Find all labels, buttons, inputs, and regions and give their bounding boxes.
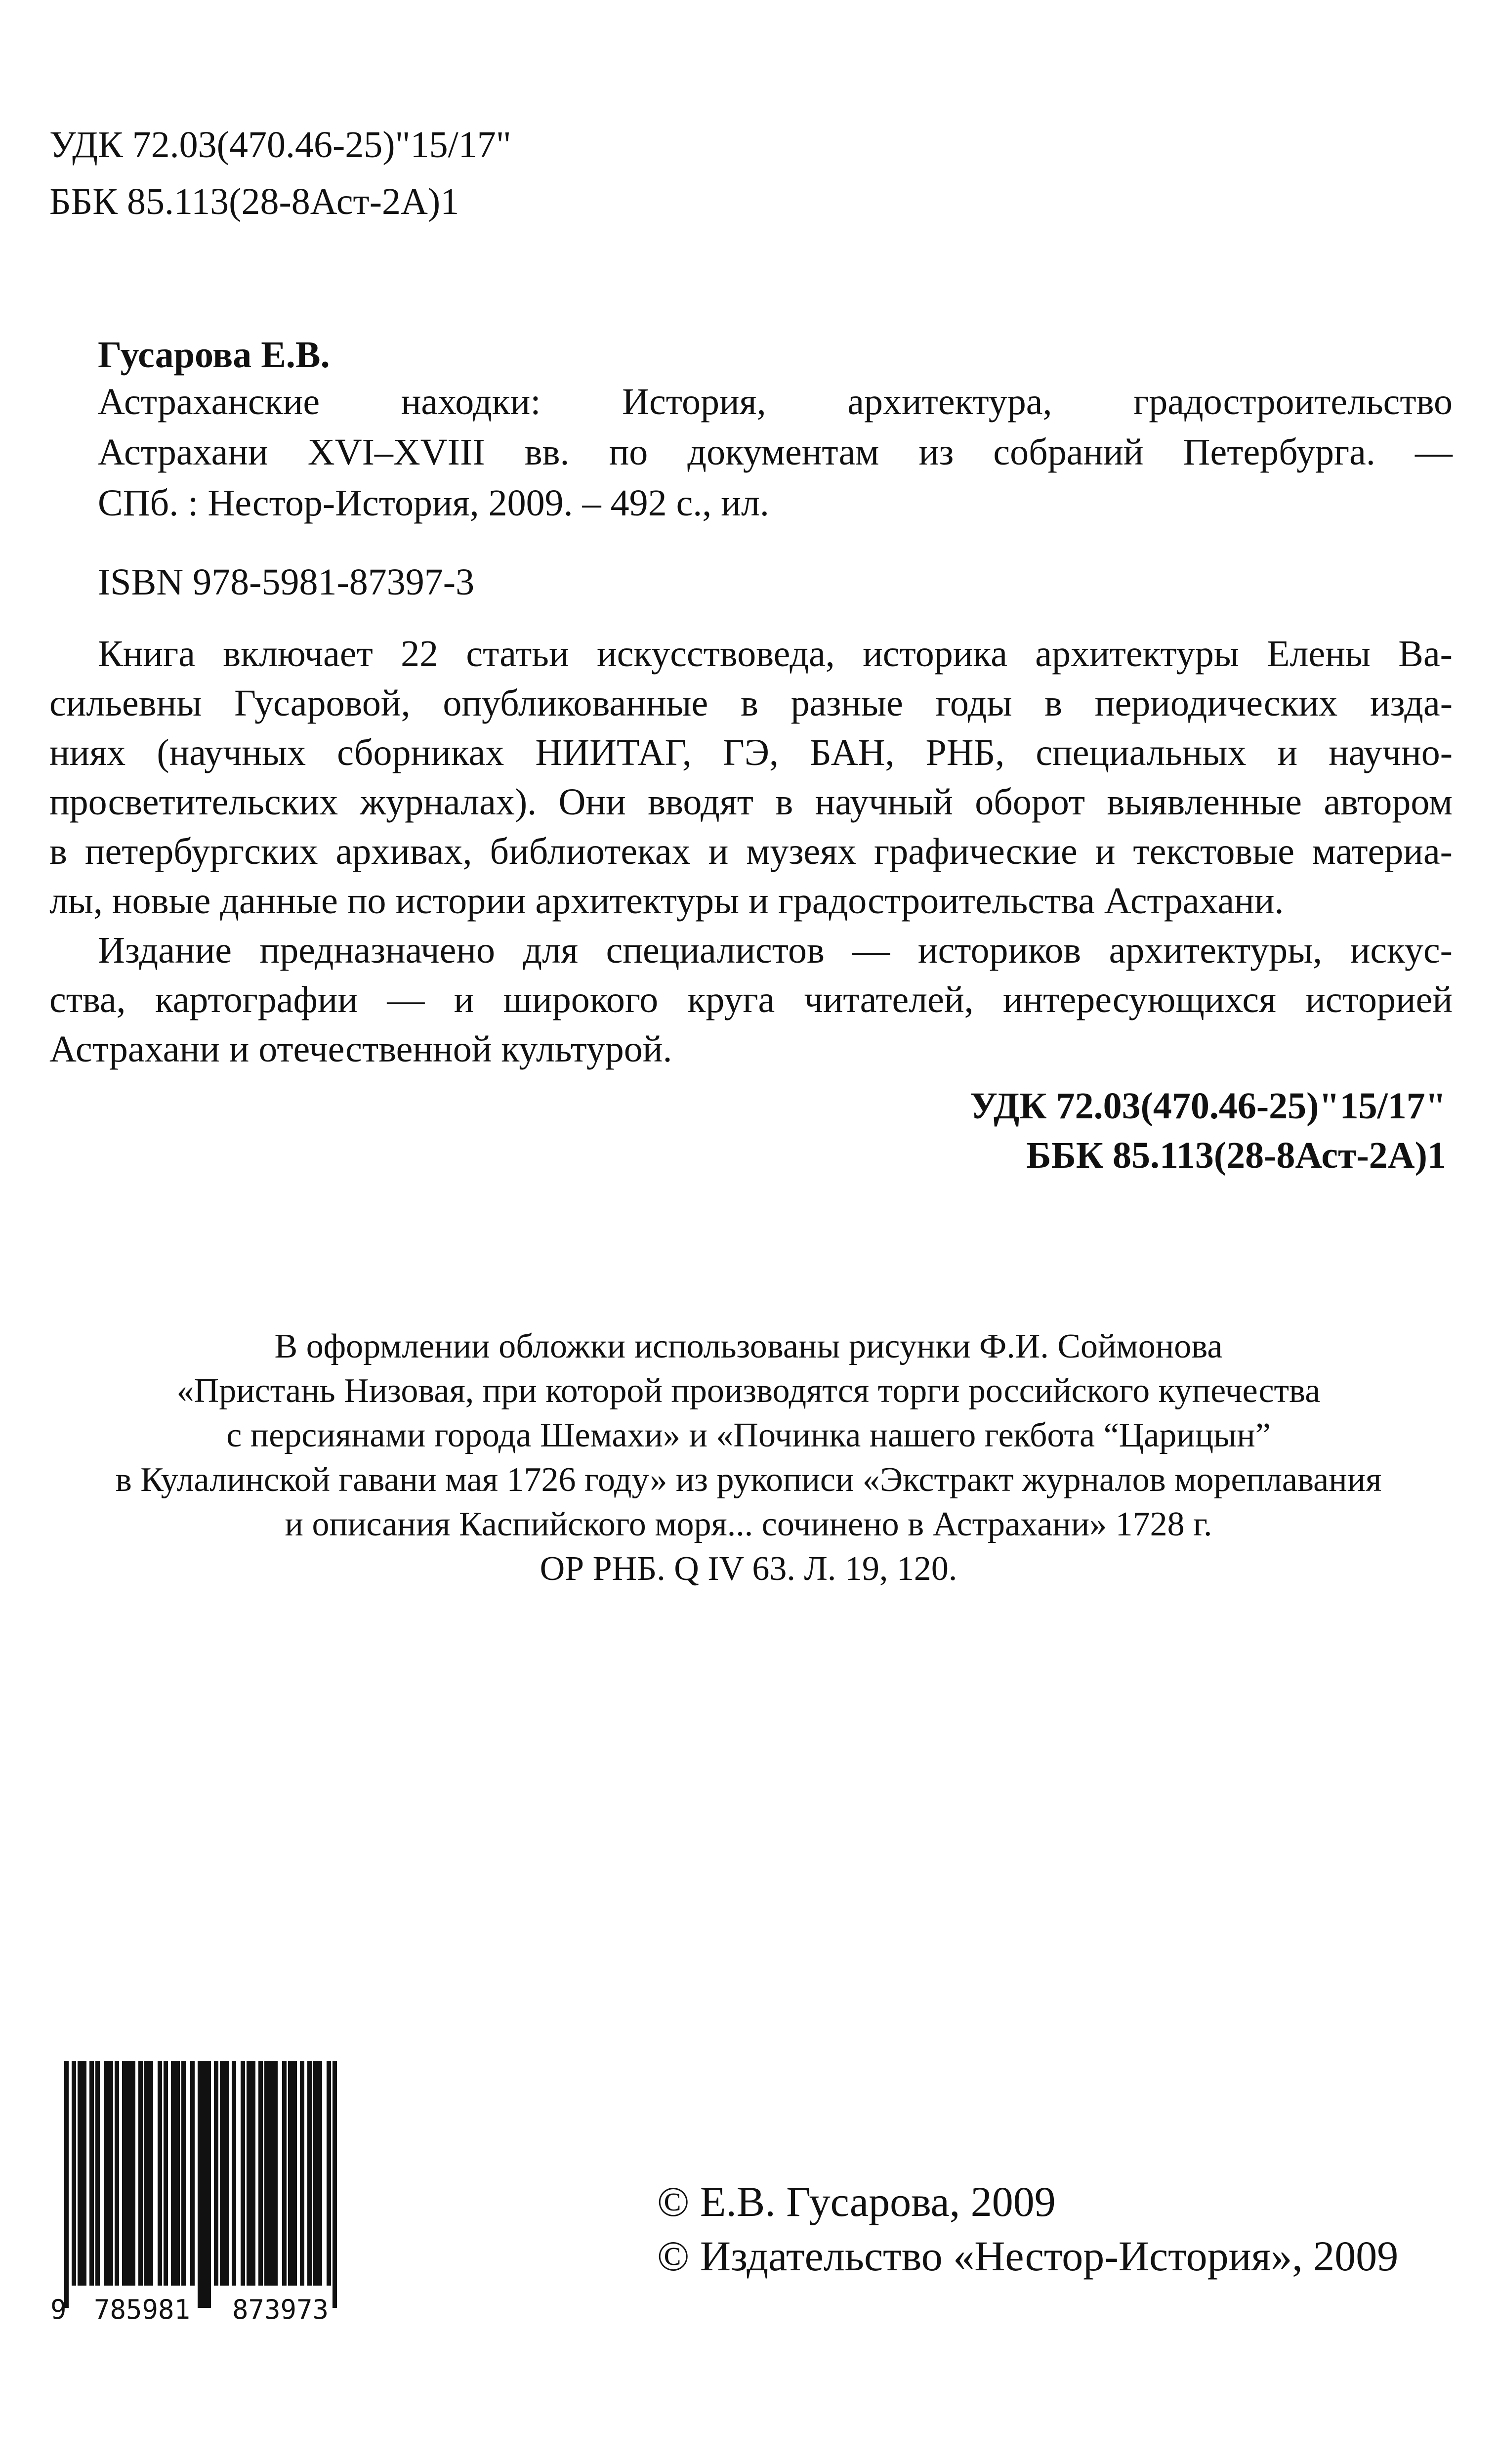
title-line: Астрахани XVI–XVIII вв. по документам из собраний Петербурга. — xyxy=(98,431,1453,473)
author: Гусарова Е.В. xyxy=(98,334,330,376)
annotation-line: просветительских журналах). Они вводят в научный оборот выявленные автором xyxy=(49,781,1453,823)
annotation-line: лы, новые данные по истории архитектуры и градостроительства Астрахани. xyxy=(49,880,1284,922)
barcode-bar xyxy=(72,2061,76,2286)
copyright-author: © Е.В. Гусарова, 2009 xyxy=(657,2178,1056,2225)
barcode-bar xyxy=(288,2061,297,2286)
barcode-bar xyxy=(232,2061,236,2286)
barcode-digits-group2: 873973 xyxy=(232,2294,329,2323)
barcode-bar xyxy=(138,2061,143,2286)
barcode-bar xyxy=(122,2061,135,2286)
barcode-bar xyxy=(247,2061,255,2286)
barcode-bar xyxy=(282,2061,287,2286)
classification-bbk: ББК 85.113(28-8Аст-2А)1 xyxy=(1026,1135,1446,1176)
barcode-bar xyxy=(214,2061,218,2286)
annotation-line: ниях (научных сборниках НИИТАГ, ГЭ, БАН, РНБ, специальных и научно- xyxy=(49,732,1453,773)
cover-note-line: «Пристань Низовая, при которой производятся торги российского купечества xyxy=(176,1372,1321,1410)
barcode-bar xyxy=(220,2061,229,2286)
barcode-bar xyxy=(198,2061,211,2308)
header-bbk: ББК 85.113(28-8Аст-2А)1 xyxy=(49,181,459,222)
barcode-bar xyxy=(171,2061,180,2286)
barcode-bar xyxy=(78,2061,86,2286)
barcode-bar xyxy=(190,2061,195,2286)
barcode-bar xyxy=(264,2061,278,2286)
cover-note-line: ОР РНБ. Q IV 63. Л. 19, 120. xyxy=(540,1550,957,1588)
barcode-digits-group1: 785981 xyxy=(94,2294,191,2323)
annotation-line: в петербургских архивах, библиотеках и музеях графические и текстовые материа- xyxy=(49,831,1453,872)
barcode-bar xyxy=(327,2061,331,2286)
copyright-publisher: © Издательство «Нестор-История», 2009 xyxy=(657,2232,1399,2280)
cover-note-line: с персиянами города Шемахи» и «Починка нашего гекбота “Царицын” xyxy=(226,1416,1271,1454)
barcode-bar xyxy=(115,2061,119,2286)
barcode-bar xyxy=(64,2061,69,2308)
barcode-digit-first: 9 xyxy=(50,2294,67,2323)
barcode-bar xyxy=(181,2061,186,2286)
barcode-bar xyxy=(144,2061,153,2286)
barcode-bar xyxy=(300,2061,304,2286)
annotation-line: Издание предназначено для специалистов — историков архитектуры, искус- xyxy=(98,930,1453,971)
title-line: Астраханские находки: История, архитектура, градостроительство xyxy=(98,381,1453,423)
isbn-barcode xyxy=(49,2061,366,2323)
barcode-bar xyxy=(95,2061,100,2286)
barcode-bar xyxy=(313,2061,322,2286)
annotation-line: Астрахани и отечественной культурой. xyxy=(49,1028,672,1070)
annotation-line: ства, картографии — и широкого круга читателей, интересующихся историей xyxy=(49,979,1453,1020)
cover-note-line: и описания Каспийского моря... сочинено в Астрахани» 1728 г. xyxy=(285,1505,1212,1543)
barcode-bar xyxy=(89,2061,94,2286)
annotation-line: Книга включает 22 статьи искусствоведа, историка архитектуры Елены Ва- xyxy=(98,633,1453,675)
classification-udk: УДК 72.03(470.46-25)"15/17" xyxy=(970,1085,1446,1127)
barcode-bar xyxy=(333,2061,337,2308)
barcode-bar xyxy=(158,2061,162,2286)
cover-note-line: В оформлении обложки использованы рисунки Ф.И. Соймонова xyxy=(274,1327,1223,1365)
isbn: ISBN 978-5981-87397-3 xyxy=(98,561,475,603)
barcode-bar xyxy=(104,2061,113,2286)
barcode-bar xyxy=(164,2061,168,2286)
annotation-line: сильевны Гусаровой, опубликованные в разные годы в периодических изда- xyxy=(49,682,1453,724)
barcode-bar xyxy=(258,2061,263,2286)
title-line: СПб. : Нестор-История, 2009. – 492 с., ил. xyxy=(98,482,769,524)
barcode-bar xyxy=(241,2061,245,2286)
barcode-bar xyxy=(307,2061,312,2286)
cover-note-line: в Кулалинской гавани мая 1726 году» из рукописи «Экстракт журналов мореплавания xyxy=(115,1461,1382,1499)
header-udk: УДК 72.03(470.46-25)"15/17" xyxy=(49,124,511,166)
